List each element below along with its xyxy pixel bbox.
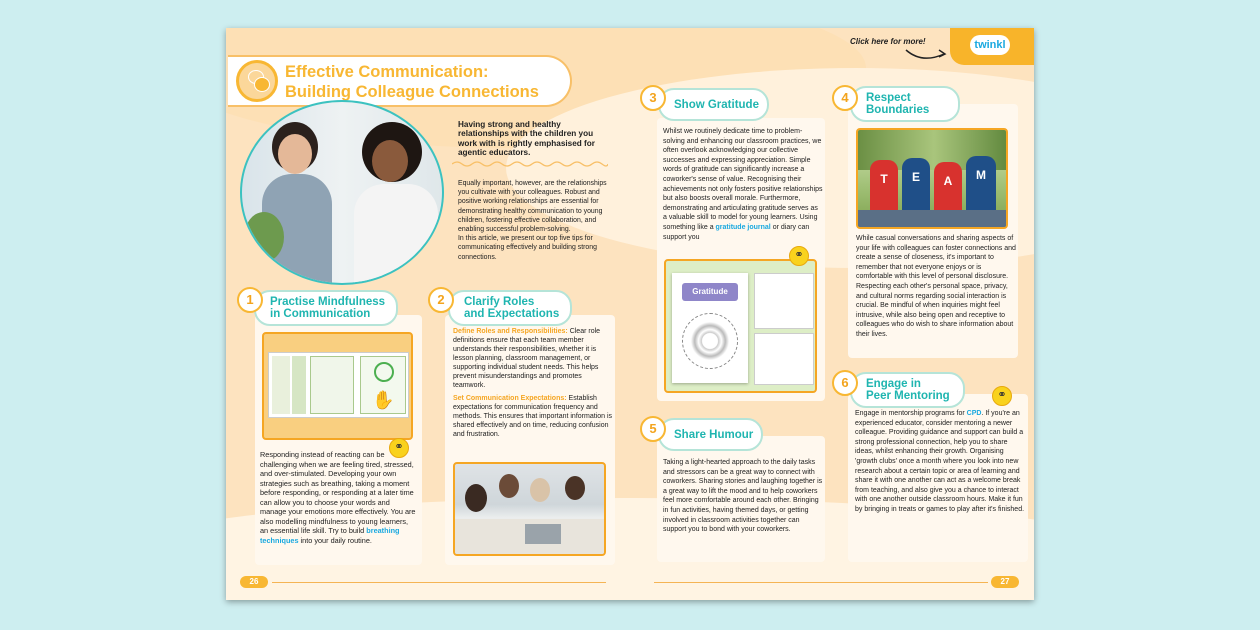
section-2-number: 2	[428, 287, 454, 313]
section-3-number: 3	[640, 85, 666, 111]
twinkl-tab[interactable]	[950, 28, 1034, 65]
section-6-title-line2: Peer Mentoring	[866, 390, 950, 402]
page-number-right: 27	[991, 576, 1019, 588]
define-roles-body: Clear role definitions ensure that each team member understands their responsibilities, whether it is lesson planning, classroom management, or supporting individual student needs. This helps prevent misunderstandings and promotes teamwork.	[453, 328, 601, 389]
shirt-letter: T	[870, 160, 898, 210]
click-here-cta[interactable]: Click here for more!	[850, 37, 926, 46]
wavy-divider	[452, 160, 608, 168]
resource-title: Gratitude	[682, 283, 738, 301]
section-1-body: Responding instead of reacting can be challenging when we are feeling tired, stressed, and over-stimulated. Developing your own strategies such as breathing, taking a moment before responding, or responding at a later time can allow you to choose your words and manage your emotions more effectively. You are also modelling mindfulness to young learners, an essential life skill. Try to build	[260, 450, 416, 535]
section-3-text	[663, 127, 823, 242]
shirt-letter: E	[902, 158, 930, 210]
gratitude-journal-link[interactable]: gratitude journal	[715, 223, 771, 231]
title-line-2: Building Colleague Connections	[285, 83, 539, 101]
breathing-techniques-link[interactable]: breathing techniques	[260, 526, 400, 545]
title-banner	[228, 55, 572, 107]
link-icon[interactable]: ⚭	[992, 386, 1012, 406]
twinkl-logo: twinkl	[970, 35, 1010, 55]
footer-line	[654, 582, 988, 583]
section-1-title-line1: Practise Mindfulness	[270, 296, 386, 308]
intro-lead: Having strong and healthy relationships with the children you work with is rightly emphasised for agentic educators.	[458, 120, 595, 158]
title-line-1: Effective Communication:	[285, 63, 489, 81]
section-5-title: Share Humour	[658, 418, 763, 451]
section-3-body-end: or diary can support you	[663, 223, 810, 241]
section-5-text: Taking a light-hearted approach to the daily tasks and stressors can be a great way to connect with coworkers. Sharing stories and laughing together is a great way to lift the mood and to help coworkers feel more comfortable around each other. Bringing in fun activities, having themed days, or getting involved in classroom activities together can support you to bond with your coworkers.	[663, 459, 823, 534]
section-4-title-line1: Respect	[866, 92, 911, 104]
section-5-number: 5	[640, 416, 666, 442]
section-2-text	[453, 327, 613, 439]
section-1-number: 1	[237, 287, 263, 313]
intro-body-p2: In this article, we present our top five tips for communicating effectively and building strong connections.	[458, 235, 597, 261]
section-3-body: Whilst we routinely dedicate time to problem-solving and enhancing our classroom practices, we often overlook acknowledging our collective successes and expressing appreciation. Simple words of gratitude can significantly increase a coworker's sense of value. Recognising their achievements not only fosters positive relationships but also boosts overall morale. Furthermore, demonstrating and articulating gratitude serves as a valuable skill to model for young learners. Using something like a	[663, 128, 823, 231]
hero-photo-colleagues	[240, 100, 444, 285]
section-4-title-line2: Boundaries	[866, 104, 930, 116]
section-4-title	[850, 86, 960, 122]
section-6-title	[850, 372, 965, 408]
set-expectations-body: Establish expectations for communication frequency and methods. This ensures that important information is shared effectively and on time, reducing confusion and frustration.	[453, 395, 613, 438]
section-1-title-line2: in Communication	[270, 308, 371, 320]
footer-line	[272, 582, 606, 583]
link-icon[interactable]: ⚭	[789, 246, 809, 266]
mindfulness-resource-image[interactable]: ✋	[262, 332, 413, 440]
speech-bubbles-icon	[236, 60, 278, 102]
page-number-left: 26	[240, 576, 268, 588]
intro-body-p1: Equally important, however, are the relationships you cultivate with your colleagues. Robust and positive working relationships are essential for demonstrating healthy communication to young children, fostering effective collaboration, and enabling successful problem-solving.	[458, 180, 607, 234]
section-6-number: 6	[832, 370, 858, 396]
cpd-link[interactable]: CPD	[966, 410, 982, 417]
section-6-body-end: . If you're an experienced educator, consider mentoring a newer colleague. Providing guidance and support can build a strong professional connection, help you to share ideas, whilst enhancing their growth. Organising 'growth clubs' once a month where you look into new research about a certain topic or area of learning and share it with one another can act as a welcome break from teaching, and also give you a chance to interact with one another outside classroom hours. Make it fun by bringing in treats or games to play after it's finished.	[855, 410, 1025, 513]
shirt-letter: M	[966, 156, 996, 210]
team-photo	[856, 128, 1008, 229]
section-1-title	[254, 290, 398, 326]
define-roles-heading: Define Roles and Responsibilities:	[453, 328, 568, 335]
section-2-title	[448, 290, 572, 326]
arrow-icon	[902, 44, 950, 62]
section-2-title-line2: and Expectations	[464, 308, 560, 320]
section-6-title-line1: Engage in	[866, 378, 921, 390]
set-expectations-heading: Set Communication Expectations:	[453, 395, 567, 402]
section-2-title-line1: Clarify Roles	[464, 296, 535, 308]
section-4-number: 4	[832, 85, 858, 111]
section-6-text	[855, 409, 1027, 515]
section-6-body: Engage in mentorship programs for	[855, 410, 967, 417]
link-icon[interactable]: ⚭	[389, 438, 409, 458]
gratitude-journal-resource-image[interactable]	[664, 259, 817, 393]
section-1-text	[260, 450, 418, 545]
team-meeting-photo	[453, 462, 606, 556]
section-4-text: While casual conversations and sharing aspects of your life with colleagues can foster connections and create a sense of closeness, it's important to remember that not everyone enjoys or is comfortable with this level of personal disclosure. Respecting each other's personal space, privacy, and cultural norms regarding social interaction is crucial. Be mindful of when inquiries might feel intrusive, while also being open and receptive to colleagues who do wish to share information about their lives.	[856, 235, 1016, 338]
section-3-title: Show Gratitude	[658, 88, 769, 121]
intro-body	[458, 179, 610, 262]
section-1-body-end: into your daily routine.	[298, 535, 372, 545]
magazine-spread	[226, 28, 1034, 600]
shirt-letter: A	[934, 162, 962, 210]
page-title	[285, 62, 539, 102]
